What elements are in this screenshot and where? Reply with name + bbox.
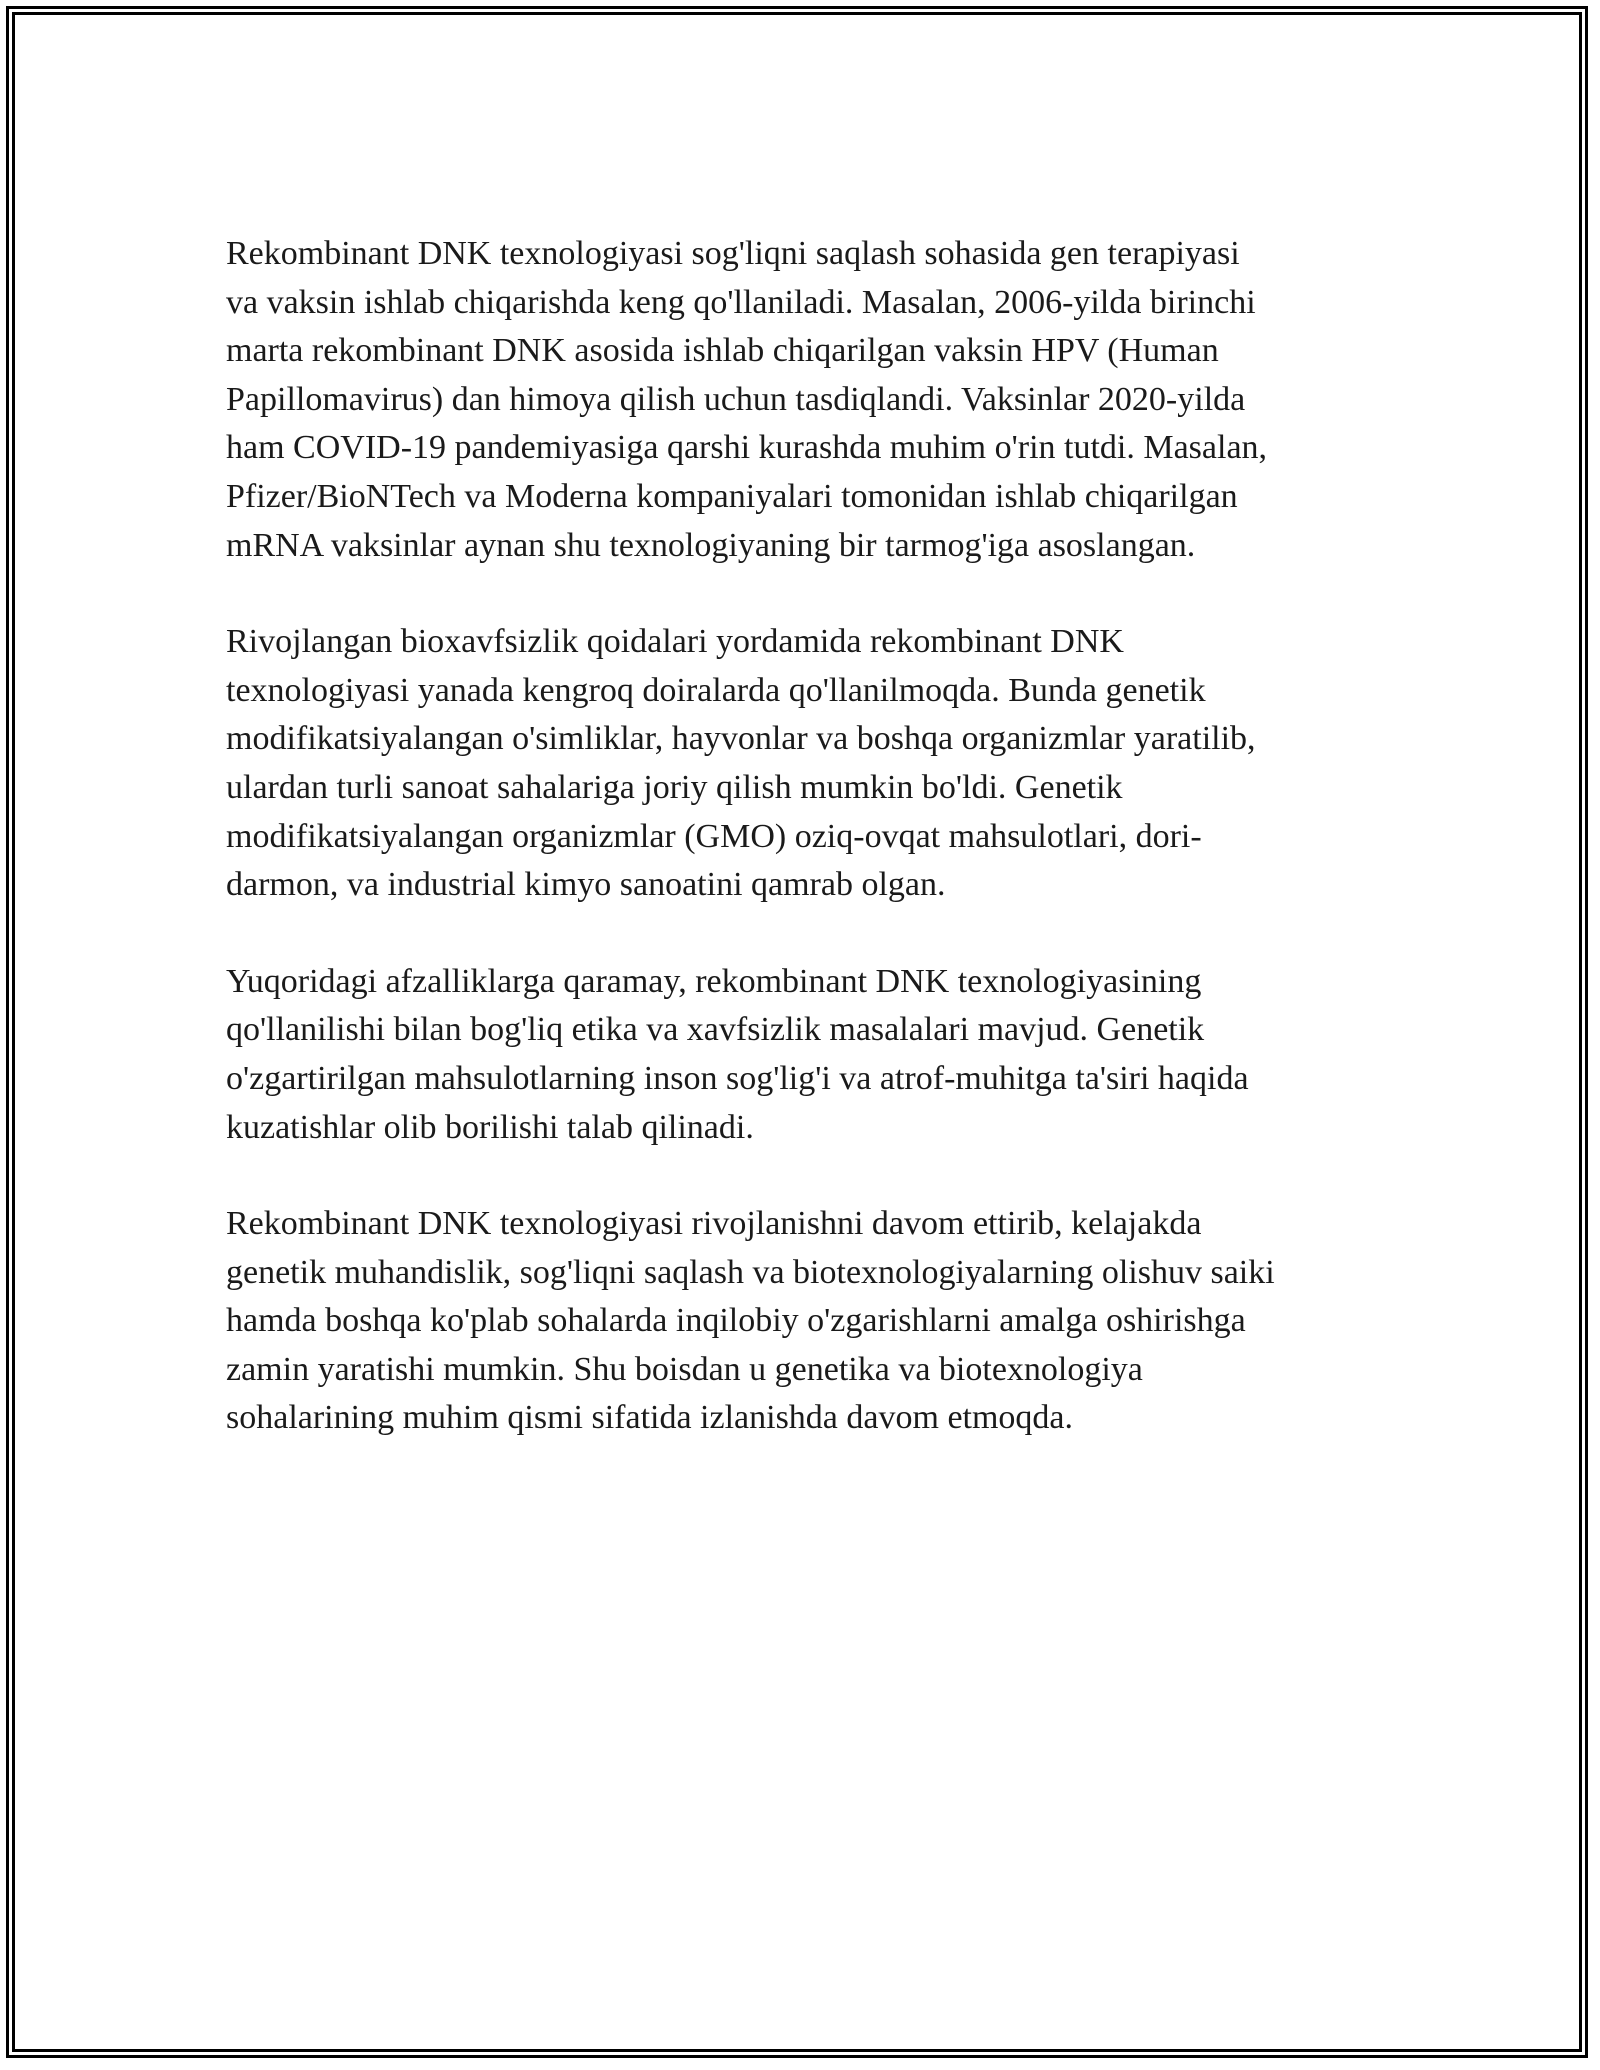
text-line: genetik muhandislik, sog'liqni saqlash va biotexnologiyalarning olishuv saiki [226, 1253, 1275, 1291]
text-line: Rekombinant DNK texnologiyasi sog'liqni saqlash sohasida gen terapiyasi [226, 235, 1240, 272]
paragraph-future-outlook [226, 1200, 1386, 1443]
text-line: Rekombinant DNK texnologiyasi rivojlanishni davom ettirib, kelajakda [226, 1205, 1202, 1243]
text-line: Rivojlangan bioxavfsizlik qoidalari yordamida rekombinant DNK [226, 623, 1124, 661]
text-line: marta rekombinant DNK asosida ishlab chiqarilgan vaksin HPV (Human [226, 332, 1219, 370]
text-line: qo'llanilishi bilan bog'liq etika va xavfsizlik masalalari mavjud. Genetik [226, 1011, 1205, 1049]
text-line: o'zgartirilgan mahsulotlarning inson sog'lig'i va atrof-muhitga ta'siri haqida [226, 1059, 1249, 1097]
text-line: ham COVID-19 pandemiyasiga qarshi kurashda muhim o'rin tutdi. Masalan, [226, 429, 1268, 467]
paragraph-biosafety-gmo [226, 618, 1386, 910]
text-line: modifikatsiyalangan o'simliklar, hayvonlar va boshqa organizmlar yaratilib, [226, 720, 1256, 758]
text-line: mRNA vaksinlar aynan shu texnologiyaning bir tarmog'iga asoslangan. [226, 526, 1196, 564]
paragraph-ethics-safety [226, 958, 1386, 1152]
text-line: va vaksin ishlab chiqarishda keng qo'llaniladi. Masalan, 2006-yilda birinchi [226, 283, 1256, 321]
text-line: darmon, va industrial kimyo sanoatini qamrab olgan. [226, 866, 946, 904]
text-line: texnologiyasi yanada kengroq doiralarda qo'llanilmoqda. Bunda genetik [226, 671, 1206, 709]
text-line: sohalarining muhim qismi sifatida izlanishda davom etmoqda. [226, 1399, 1074, 1437]
text-line: modifikatsiyalangan organizmlar (GMO) oziq-ovqat mahsulotlari, dori- [226, 817, 1202, 855]
text-line: hamda boshqa ko'plab sohalarda inqilobiy o'zgarishlarni amalga oshirishga [226, 1302, 1246, 1340]
text-line: ulardan turli sanoat sahalariga joriy qilish mumkin bo'ldi. Genetik [226, 768, 1123, 806]
paragraph-recombinant-dna-healthcare [226, 230, 1386, 570]
document-body [226, 230, 1386, 1491]
text-line: Pfizer/BioNTech va Moderna kompaniyalari tomonidan ishlab chiqarilgan [226, 477, 1238, 515]
text-line: Papillomavirus) dan himoya qilish uchun tasdiqlandi. Vaksinlar 2020-yilda [226, 380, 1246, 418]
text-line: Yuqoridagi afzalliklarga qaramay, rekombinant DNK texnologiyasining [226, 962, 1202, 1000]
text-line: kuzatishlar olib borilishi talab qilinadi. [226, 1108, 754, 1146]
text-line: zamin yaratishi mumkin. Shu boisdan u genetika va biotexnologiya [226, 1350, 1143, 1388]
